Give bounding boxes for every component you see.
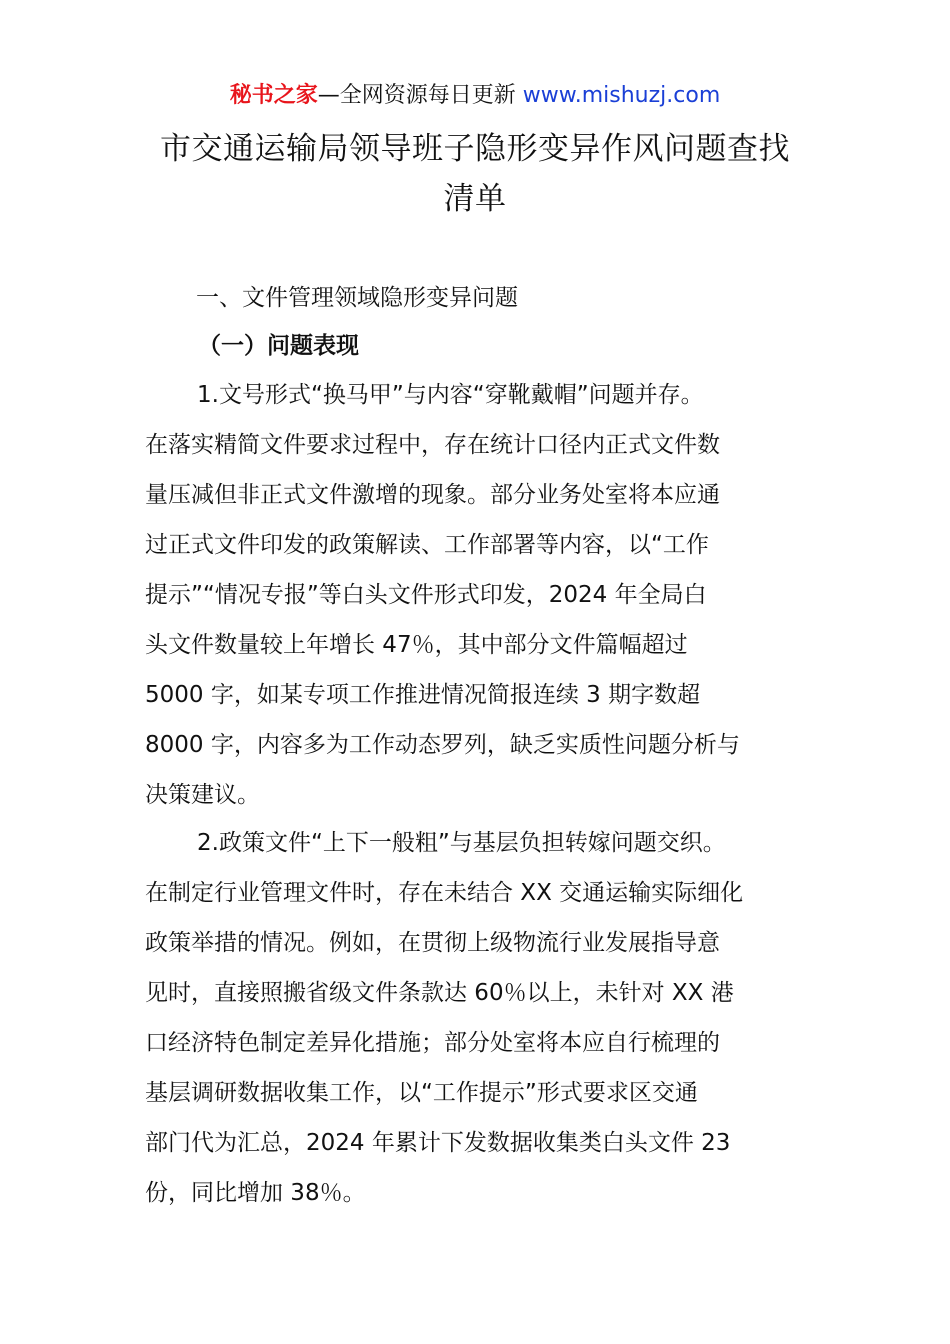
title-line-2: 清单 <box>443 181 507 217</box>
paragraph-line: 头文件数量较上年增长 47％，其中部分文件篇幅超过 <box>145 632 688 658</box>
paragraph-line: 量压减但非正式文件激增的现象。部分业务处室将本应通 <box>145 482 720 508</box>
section-heading: 一、文件管理领域隐形变异问题 <box>196 285 518 311</box>
paragraph-line: 提示”“情况专报”等白头文件形式印发，2024 年全局白 <box>145 582 707 608</box>
paragraph-line: 见时，直接照搬省级文件条款达 60％以上，未针对 XX 港 <box>145 980 734 1006</box>
title-line-1: 市交通运输局领导班子隐形变异作风问题查找 <box>160 131 790 167</box>
paragraph-line: 部门代为汇总，2024 年累计下发数据收集类白头文件 23 <box>145 1130 731 1156</box>
paragraph-2 <box>145 818 815 1218</box>
paragraph-line: 份，同比增加 38％。 <box>145 1180 366 1206</box>
paragraph-line: 2.政策文件“上下一般粗”与基层负担转嫁问题交织。 <box>197 830 726 856</box>
paragraph-line: 1.文号形式“换马甲”与内容“穿靴戴帽”问题并存。 <box>197 382 704 408</box>
paragraph-line: 决策建议。 <box>145 782 260 808</box>
paragraph-line: 5000 字，如某专项工作推进情况简报连续 3 期字数超 <box>145 682 701 708</box>
paragraph-line: 在制定行业管理文件时，存在未结合 XX 交通运输实际细化 <box>145 880 744 906</box>
paragraph-line: 8000 字，内容多为工作动态罗列，缺乏实质性问题分析与 <box>145 732 740 758</box>
paragraph-line: 基层调研数据收集工作，以“工作提示”形式要求区交通 <box>145 1080 698 1106</box>
paragraph-line: 过正式文件印发的政策解读、工作部署等内容，以“工作 <box>145 532 709 558</box>
document-title <box>120 124 830 224</box>
site-banner <box>0 80 950 112</box>
banner-url[interactable]: www.mishuzj.com <box>515 83 721 108</box>
banner-brand: 秘书之家 <box>229 83 318 108</box>
paragraph-line: 在落实精简文件要求过程中，存在统计口径内正式文件数 <box>145 432 720 458</box>
paragraph-1 <box>145 370 815 820</box>
paragraph-line: 口经济特色制定差异化措施；部分处室将本应自行梳理的 <box>145 1030 720 1056</box>
banner-tagline: —全网资源每日更新 <box>317 83 516 108</box>
paragraph-line: 政策举措的情况。例如，在贯彻上级物流行业发展指导意 <box>145 930 720 956</box>
section-subheading: （一）问题表现 <box>198 333 359 359</box>
